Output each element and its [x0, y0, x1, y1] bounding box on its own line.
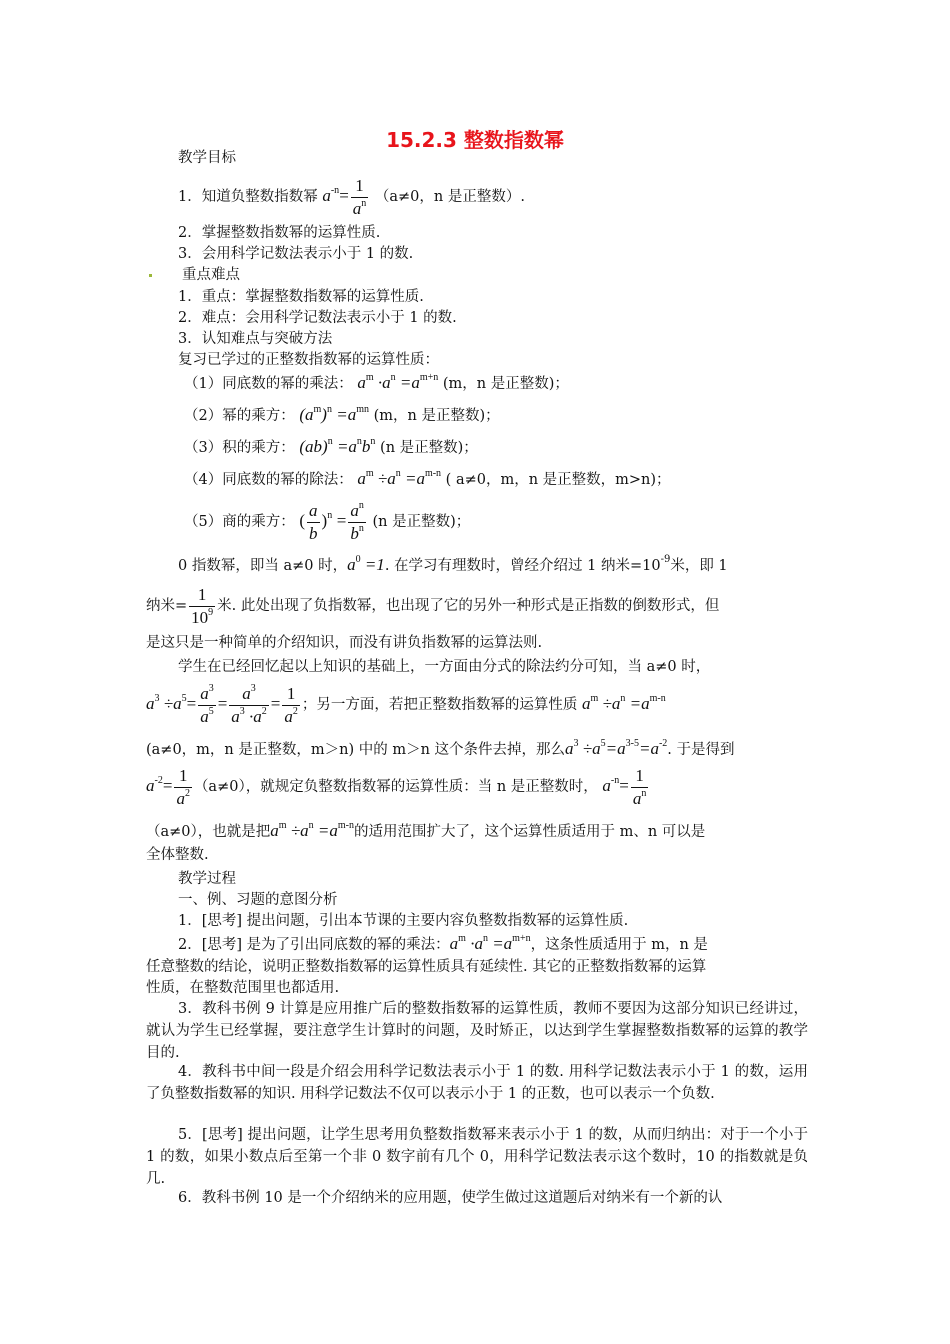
fraction-a-over-b: $\frac{a}{b}$ — [309, 500, 318, 543]
formula-a-neg-n: $a^{-n}$ — [602, 775, 620, 795]
zero-exponent-text-2: . 在学习有理数时，曾经介绍过 1 纳米=10 — [384, 558, 661, 574]
formula-am-times-an: $a^m \cdot a^n =a^{m+n}$ — [449, 933, 531, 953]
nano-exponent: -9 — [660, 554, 671, 565]
property-4-condition: ( a≠0，m，n 是正整数，m>n)； — [445, 472, 671, 488]
fraction-one-over-an: $\frac{1}{a^n}$ — [632, 765, 647, 808]
item-5: 5．[思考] 提出问题，让学生思考用负整数指数幂来表示小于 1 的数，从而归纳出：对于一个小于 1 的数，如果小数点后至第一个非 0 数字前有几个 0，用科学记数法表示这个数时，10 的指数就是负几. — [146, 1127, 808, 1187]
property-3 — [184, 436, 478, 459]
equals-sign: = — [339, 186, 349, 205]
property-2-label: （2）幂的乘方： — [184, 408, 295, 424]
item-1: 1．[思考] 提出问题，引出本节课的主要内容负整数指数幂的运算性质. — [178, 913, 629, 929]
item-2-line-2: 任意整数的结论，说明正整数指数幂的运算性质具有延续性. 其它的正整数指数幂的运算 — [146, 959, 707, 975]
scope-line — [146, 820, 705, 843]
property-5-label: （5）商的乘方： — [184, 514, 295, 530]
review-intro: 复习已学过的正整数指数幂的运算性质： — [178, 352, 439, 368]
property-4-formula: $a^m \div a^n =a^{m-n}$ — [357, 468, 442, 488]
fraction-a3-over-a3a2: $\frac{a^3}{a^3 \cdot a^2}$ — [231, 682, 267, 726]
div-expression: $a^3 \div a^5$ — [146, 693, 187, 713]
item-6: 6．教科书例 10 是一个介绍纳米的应用题，使学生做过这道题后对纳米有一个新的认 — [178, 1190, 723, 1206]
nanometer-line — [146, 582, 719, 630]
item-4: 4．教科书中间一段是介绍会用科学记数法表示小于 1 的数. 用科学记数法表示小于 1 的数，运用了负整数指数幂的知识. 用科学记数法不仅可以表示小于 1 的正数，也可以表示一个负数. — [146, 1064, 808, 1102]
heading-key-points: 重点难点 — [182, 267, 240, 283]
nanometer-line-2: 是这只是一种简单的介绍知识，而没有讲负指数幂的运算法则. — [146, 635, 543, 651]
scope-line-2: 全体整数. — [146, 847, 209, 863]
rule-line: $a^{-2}=$ $\frac{1}{a^2}$ （a≠0），就规定负整数指数幂的运算性质：当 n 是正整数时， $a^{-n}=$ $\frac{1}{a^n}$ — [146, 765, 647, 808]
formula-a-zero: $a^0 =1$ — [347, 554, 385, 574]
rule-text: （a≠0），就规定负整数指数幂的运算性质：当 n 是正整数时， — [193, 779, 598, 795]
zero-exponent-line — [178, 554, 728, 577]
condition-text: (a≠0，m，n 是正整数，m＞n) 中的 m＞n 这个条件去掉，那么 — [146, 742, 566, 758]
fraction-a3-over-a5: $\frac{a^3}{a^5}$ — [200, 682, 214, 726]
item-2-line-3: 性质，在整数范围里也都适用. — [146, 980, 340, 996]
fraction-one-over-a-n: $\frac{1}{a^n}$ — [352, 175, 367, 218]
item-2-text: 2．[思考] 是为了引出同底数的幂的乘法： — [178, 937, 450, 953]
fraction-an-over-bn: $\frac{a^n}{b^n}$ — [350, 499, 364, 543]
fraction-one-over-a2: $\frac{1}{a^2}$ — [284, 683, 298, 726]
key-point-2: 2．难点：会用科学记数法表示小于 1 的数. — [178, 310, 457, 326]
property-5-condition: (n 是正整数)； — [372, 514, 471, 530]
goal-1 — [178, 172, 525, 221]
property-1-condition: (m，n 是正整数)； — [442, 376, 569, 392]
formula-neg-exp: $a^{-n}$ — [322, 185, 340, 205]
formula-am-div-an-2: $a^m \div a^n =a^{m-n}$ — [270, 820, 354, 840]
formula-a3-div-a5: $a^3 \div a^5=a^{3-5}=a^{-2}$ — [565, 738, 668, 758]
condition-text-2: . 于是得到 — [667, 742, 735, 758]
goal-2: 2．掌握整数指数幂的运算性质. — [178, 225, 381, 241]
key-point-1: 1．重点：掌握整数指数幂的运算性质. — [178, 289, 424, 305]
heading-teaching-goals: 教学目标 — [178, 150, 236, 166]
property-2-formula: $(a^m)^n =a^{mn}$ — [299, 404, 369, 424]
section-1-heading: 一、例、习题的意图分析 — [178, 892, 338, 908]
zero-exponent-text: 0 指数幂，即当 a≠0 时， — [178, 558, 348, 574]
property-1-label: （1）同底数的幂的乘法： — [184, 376, 353, 392]
property-3-condition: (n 是正整数)； — [380, 440, 478, 456]
item-2 — [178, 933, 708, 956]
zero-exponent-text-3: 米，即 1 — [670, 558, 728, 574]
condition-line — [146, 738, 735, 761]
heading-teaching-process: 教学过程 — [178, 871, 236, 887]
division-example: $a^3 \div a^5=$ $\frac{a^3}{a^5}$ = $\frac{a^3}{a^3 \cdot a^2}$ = $\frac{1}{a^2}$ ；另一方面，若把正整数指数幂的运算性质 $a^m \div a^n =a^{m-n}$ — [146, 682, 666, 726]
property-1-formula: $a^m \cdot a^n =a^{m+n}$ — [357, 372, 439, 392]
property-4-label: （4）同底数的幂的除法： — [184, 472, 353, 488]
property-5: （5）商的乘方： ( $\frac{a}{b}$ )$^n$ = $\frac{a^n}{b^n}$ (n 是正整数)； — [184, 499, 471, 543]
property-4 — [184, 468, 671, 491]
fraction-one-over-a2-b: $\frac{1}{a^2}$ — [176, 765, 190, 808]
key-point-3: 3．认知难点与突破方法 — [178, 331, 333, 347]
property-2 — [184, 404, 500, 427]
page-title: 15.2.3 整数指数幂 — [386, 128, 564, 152]
property-3-label: （3）积的乘方： — [184, 440, 295, 456]
margin-dot — [149, 274, 152, 277]
goal-1-condition: （a≠0，n 是正整数）. — [374, 189, 525, 205]
property-3-formula: $(ab)^n =a^nb^n$ — [299, 436, 376, 456]
scope-text: （a≠0），也就是把 — [146, 824, 271, 840]
recall-paragraph: 学生在已经回忆起以上知识的基础上，一方面由分式的除法约分可知，当 a≠0 时， — [178, 659, 711, 675]
division-text: ；另一方面，若把正整数指数幂的运算性质 — [301, 697, 578, 713]
scope-text-2: 的适用范围扩大了，这个运算性质适用于 m、n 可以是 — [354, 824, 706, 840]
fraction-one-over-ten-9: $\frac{1}{10^9}$ — [191, 584, 214, 627]
property-1 — [184, 372, 569, 395]
formula-a-neg2: $a^{-2}$ — [146, 775, 163, 795]
nanometer-text: 米. 此处出现了负指数幂，也出现了它的另外一种形式是正指数的倒数形式，但 — [217, 598, 720, 614]
item-3: 3．教科书例 9 计算是应用推广后的整数指数幂的运算性质，教师不要因为这部分知识已经讲过，就认为学生已经掌握，要注意学生计算时的问题，及时矫正，以达到学生掌握整数指数幂的运算的教学目的. — [146, 1001, 808, 1061]
goal-1-text: 1．知道负整数指数幂 — [178, 189, 318, 205]
item-2-text-2: ，这条性质适用于 m，n 是 — [530, 937, 708, 953]
formula-am-div-an: $a^m \div a^n =a^{m-n}$ — [581, 693, 666, 713]
goal-3: 3．会用科学记数法表示小于 1 的数. — [178, 246, 414, 262]
property-2-condition: (m，n 是正整数)； — [373, 408, 500, 424]
nanometer-label: 纳米= — [146, 598, 188, 614]
